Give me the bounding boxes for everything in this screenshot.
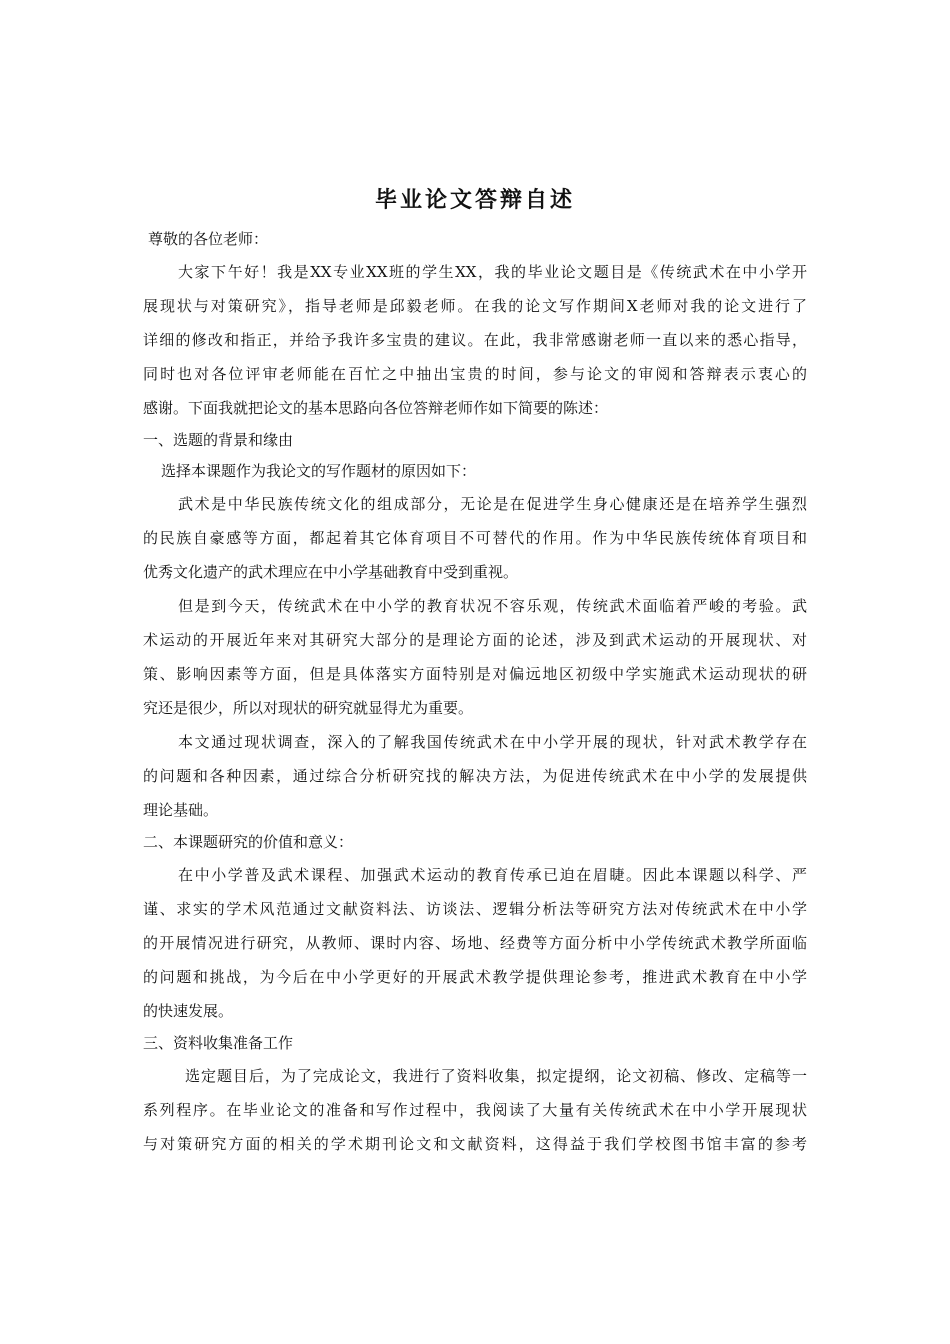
paragraph-line: 策、影响因素等方面，但是具体落实方面特别是对偏远地区初级中学实施武术运动现状的研: [143, 665, 807, 683]
paragraph-line: 的问题和挑战，为今后在中小学更好的开展武术教学提供理论参考，推进武术教育在中小学: [143, 968, 807, 986]
section2-paragraph-1: [143, 858, 807, 1028]
paragraph-line: 的开展情况进行研究，从教师、课时内容、场地、经费等方面分析中小学传统武术教学所面临: [143, 934, 807, 952]
paragraph-line: 展现状与对策研究》，指导老师是邱毅老师。在我的论文写作期间X老师对我的论文进行了: [143, 297, 807, 315]
section-heading: 三、资料收集准备工作: [143, 1034, 294, 1052]
intro-paragraph: [143, 255, 807, 425]
paragraph-line: 同时也对各位评审老师能在百忙之中抽出宝贵的时间，参与论文的审阅和答辩表示衷心的: [143, 365, 807, 383]
paragraph-line: 理论基础。: [143, 801, 219, 819]
paragraph-line: 的快速发展。: [143, 1002, 234, 1020]
paragraph-line: 本文通过现状调查，深入的了解我国传统武术在中小学开展的现状，针对武术教学存在: [178, 733, 807, 751]
paragraph-line: 在中小学普及武术课程、加强武术运动的教育传承已迫在眉睫。因此本课题以科学、严: [178, 866, 807, 884]
paragraph-line: 大家下午好！我是XX专业XX班的学生XX，我的毕业论文题目是《传统武术在中小学开: [178, 263, 807, 281]
section1-paragraph-1: [143, 487, 807, 589]
paragraph-line: 谨、求实的学术风范通过文献资料法、访谈法、逻辑分析法等研究方法对传统武术在中小学: [143, 900, 807, 918]
paragraph-line: 武术是中华民族传统文化的组成部分，无论是在促进学生身心健康还是在培养学生强烈: [178, 495, 807, 513]
paragraph-line: 系列程序。在毕业论文的准备和写作过程中，我阅读了大量有关传统武术在中小学开展现状: [143, 1101, 807, 1119]
paragraph-line: 与对策研究方面的相关的学术期刊论文和文献资料，这得益于我们学校图书馆丰富的参考: [143, 1135, 807, 1153]
section3-paragraph-1: [143, 1059, 807, 1161]
section1-paragraph-2: [143, 589, 807, 725]
paragraph-line: 详细的修改和指正，并给予我许多宝贵的建议。在此，我非常感谢老师一直以来的悉心指导，: [143, 331, 807, 349]
paragraph-line: 选定题目后，为了完成论文，我进行了资料收集，拟定提纲，论文初稿、修改、定稿等一: [185, 1067, 807, 1085]
paragraph-line: 优秀文化遗产的武术理应在中小学基础教育中受到重视。: [143, 563, 519, 581]
paragraph-line: 究还是很少，所以对现状的研究就显得尤为重要。: [143, 699, 474, 717]
paragraph-line: 的民族自豪感等方面，都起着其它体育项目不可替代的作用。作为中华民族传统体育项目和: [143, 529, 807, 547]
section1-paragraph-3: [143, 725, 807, 827]
document-title: 毕业论文答辩自述: [374, 187, 575, 213]
paragraph-line: 术运动的开展近年来对其研究大部分的是理论方面的论述，涉及到武术运动的开展现状、对: [143, 631, 807, 649]
paragraph-line: 但是到今天，传统武术在中小学的教育状况不容乐观，传统武术面临着严峻的考验。武: [178, 597, 807, 615]
section-lead: 选择本课题作为我论文的写作题材的原因如下：: [161, 462, 477, 480]
document-body: [143, 224, 807, 1161]
paragraph-line: 感谢。下面我就把论文的基本思路向各位答辩老师作如下简要的陈述：: [143, 399, 609, 417]
section-heading: 一、选题的背景和缘由: [143, 431, 294, 449]
salutation: 尊敬的各位老师：: [148, 230, 269, 248]
paragraph-line: 的问题和各种因素，通过综合分析研究找的解决方法，为促进传统武术在中小学的发展提供: [143, 767, 807, 785]
section-heading: 二、本课题研究的价值和意义：: [143, 833, 354, 851]
